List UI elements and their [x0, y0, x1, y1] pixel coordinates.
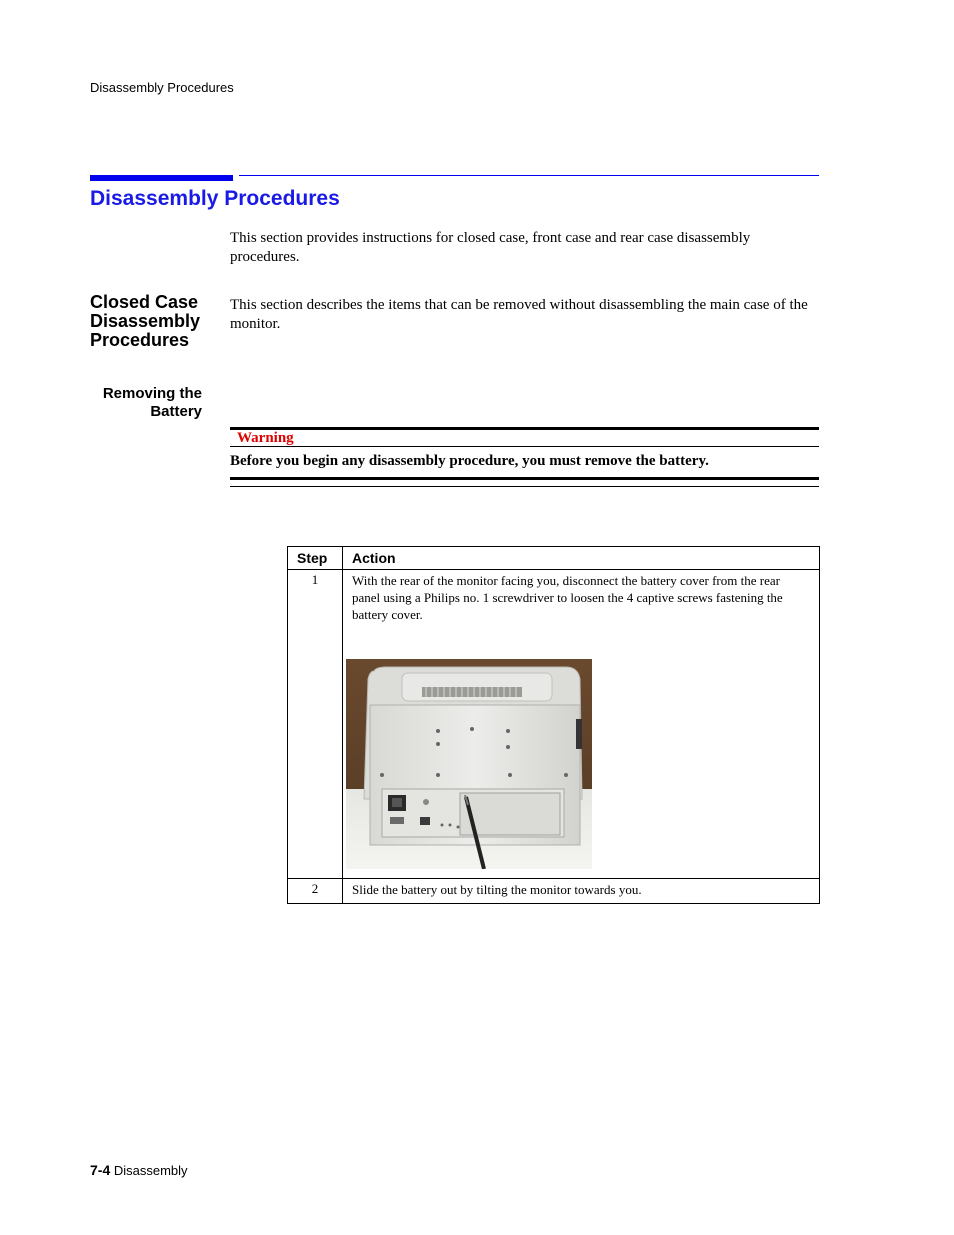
subsection-paragraph: This section describes the items that can be removed without disassembling the main case of the monitor. — [230, 297, 808, 332]
minor-heading: Removing the Battery — [102, 385, 202, 420]
page-number: 7-4 — [90, 1162, 111, 1178]
section-rule-thick — [90, 175, 233, 181]
section-rule-thin — [239, 175, 819, 176]
table-header-row — [288, 547, 820, 570]
warning-text: Before you begin any disassembly procedure, you must remove the battery. — [230, 453, 709, 469]
header-step: Step — [288, 547, 343, 570]
warning-bottom-rule-thin — [230, 486, 819, 487]
step-number: 2 — [288, 879, 343, 904]
warning-bottom-rule — [230, 477, 819, 480]
step-action: With the rear of the monitor facing you, disconnect the battery cover from the rear panel using a Philips no. 1 screwdriver to loosen the 4 captive screws fastening the battery cover. — [343, 570, 820, 879]
header-action: Action — [343, 547, 820, 570]
table-row — [288, 879, 820, 904]
chapter-name: Disassembly — [113, 1163, 188, 1178]
subsection-heading: Closed Case Disassembly Procedures — [90, 292, 201, 350]
page-footer — [90, 1162, 188, 1178]
section-title: Disassembly Procedures — [90, 187, 340, 210]
monitor-rear-photo — [346, 659, 592, 869]
intro-paragraph: This section provides instructions for closed case, front case and rear case disassembly procedures. — [230, 230, 751, 265]
warning-top-rule — [230, 427, 819, 430]
warning-label: Warning — [237, 430, 294, 446]
step-action: Slide the battery out by tilting the monitor towards you. — [343, 879, 820, 904]
step-number: 1 — [288, 570, 343, 879]
running-header: Disassembly Procedures — [90, 80, 234, 95]
warning-divider — [230, 446, 819, 447]
